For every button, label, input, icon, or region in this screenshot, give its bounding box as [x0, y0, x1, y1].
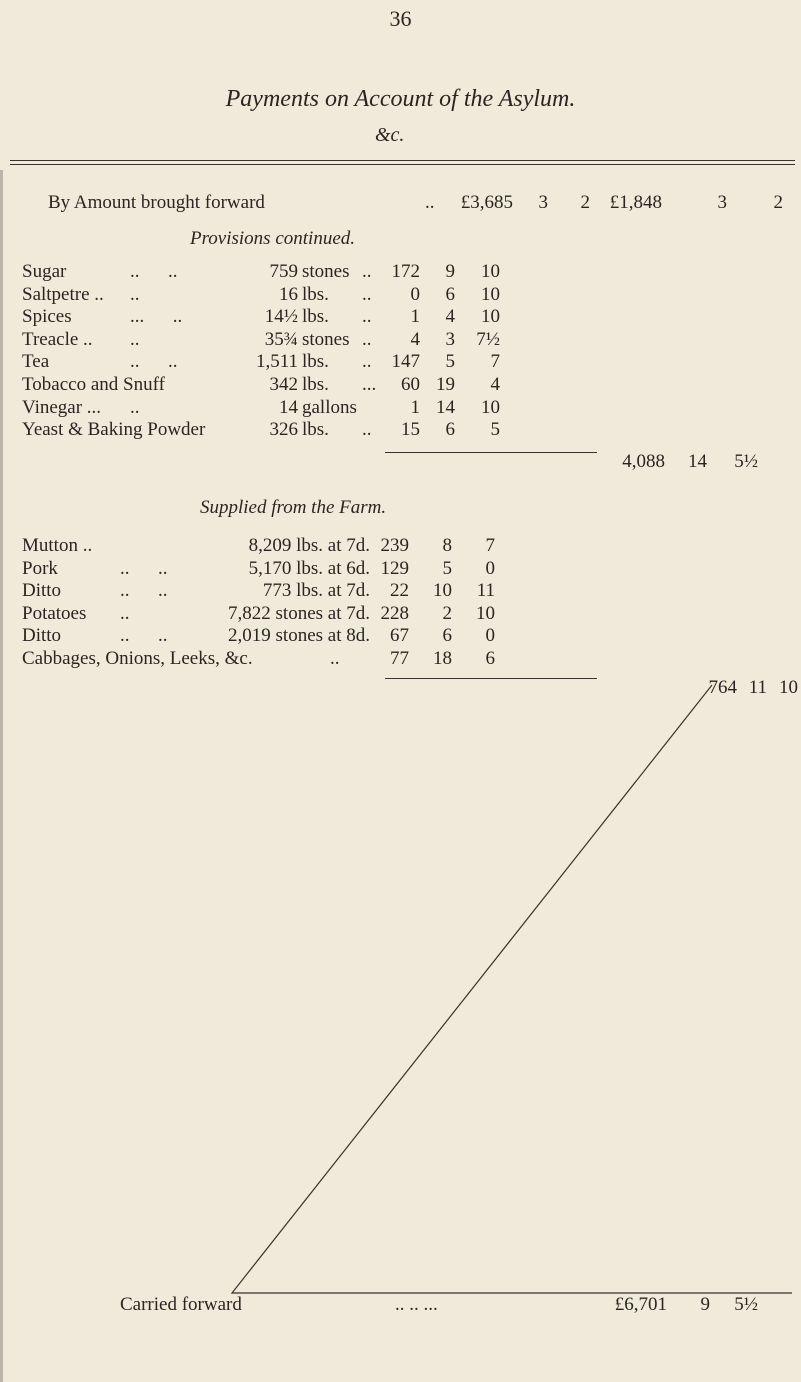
dots: .. ..	[130, 261, 178, 282]
shillings: 8	[442, 535, 452, 556]
dots: ..	[130, 328, 140, 350]
page-number: 36	[389, 6, 412, 31]
shillings: 6	[442, 625, 452, 647]
pence: 4	[490, 374, 500, 395]
pounds: 22	[390, 580, 409, 602]
farm-heading: Supplied from the Farm.	[200, 497, 387, 518]
item-name: Pork	[22, 557, 58, 579]
quantity: 35¾	[264, 328, 298, 350]
quantity: 14½	[264, 306, 298, 328]
dots: ..	[362, 419, 372, 441]
item-name: Yeast & Baking Powder	[22, 419, 206, 441]
farm-total-pence: 10	[779, 677, 798, 698]
dots: ...	[362, 374, 377, 395]
item-name: Mutton ..	[22, 535, 93, 556]
shillings: 5	[445, 351, 455, 373]
pounds: 172	[391, 261, 420, 282]
item-name: Vinegar ...	[22, 396, 102, 418]
pounds: 1	[410, 306, 420, 328]
cf-shillings: 9	[700, 1294, 710, 1315]
quantity: 342	[269, 374, 298, 395]
dots: ..	[362, 283, 372, 305]
provisions-total-pounds: 4,088	[622, 451, 665, 472]
bf-pounds-2: £1,848	[609, 192, 662, 213]
pence: 10	[481, 396, 500, 418]
item-name: Treacle ..	[22, 328, 93, 350]
dots: .. ..	[120, 580, 168, 602]
pence: 11	[476, 580, 495, 602]
pence: 7½	[476, 328, 500, 350]
dots: .. ..	[120, 557, 168, 579]
carried-forward-label: Carried forward	[120, 1294, 242, 1315]
bf-shillings: 3	[538, 192, 548, 213]
quantity: 8,209 lbs. at 7d.	[248, 535, 370, 556]
item-name: Ditto	[22, 580, 62, 602]
pounds: 67	[390, 625, 409, 647]
shillings: 19	[436, 374, 455, 395]
cf-pounds: £6,701	[614, 1294, 667, 1315]
quantity: 5,170 lbs. at 6d.	[248, 557, 370, 579]
shillings: 18	[433, 648, 452, 669]
dots: ..	[362, 261, 372, 282]
dots: ... ..	[130, 306, 183, 328]
pounds: 0	[410, 283, 420, 305]
pence: 6	[485, 648, 495, 669]
dots: .. .. ...	[395, 1294, 438, 1315]
pounds: 147	[391, 351, 420, 373]
unit: stones	[302, 261, 350, 282]
unit: lbs.	[302, 306, 329, 328]
dots: ..	[362, 351, 372, 373]
dots: ..	[362, 328, 372, 350]
dots: .. ..	[120, 625, 168, 647]
page-title: Payments on Account of the Asylum.	[225, 86, 576, 112]
pence: 10	[481, 306, 500, 328]
shillings: 14	[436, 396, 455, 418]
dots: ..	[130, 283, 140, 305]
item-name: Potatoes	[22, 602, 87, 624]
ornament: &c.	[375, 124, 405, 146]
pence: 0	[485, 625, 495, 647]
provisions-total-pence: 5½	[734, 451, 758, 472]
bf-pence: 2	[580, 192, 590, 213]
pounds: 1	[410, 396, 420, 418]
quantity: 759	[269, 261, 298, 282]
provisions-total-shillings: 14	[688, 451, 707, 472]
unit: lbs.	[302, 351, 329, 373]
dots: ..	[362, 306, 372, 328]
dots: .. ..	[130, 351, 178, 373]
quantity: 7,822 stones at 7d.	[228, 602, 370, 624]
shillings: 3	[445, 328, 455, 350]
dots: ..	[120, 602, 130, 624]
shillings: 10	[433, 580, 452, 602]
pounds: 4	[410, 328, 420, 350]
unit: gallons	[302, 396, 357, 418]
item-name: Sugar	[22, 261, 67, 282]
pence: 10	[481, 261, 500, 282]
shillings: 6	[445, 283, 455, 305]
unit: stones	[302, 328, 350, 350]
pence: 10	[476, 602, 495, 624]
unit: lbs.	[302, 419, 329, 441]
shillings: 4	[445, 306, 455, 328]
farm-total-pounds: 764	[708, 677, 737, 698]
provisions-heading: Provisions continued.	[190, 228, 355, 249]
item-name: Ditto	[22, 625, 62, 647]
pence: 5	[490, 419, 500, 441]
bf-shillings-2: 3	[717, 192, 727, 213]
pounds: 239	[380, 535, 409, 556]
quantity: 16	[279, 283, 298, 305]
pounds: 60	[401, 374, 420, 395]
shillings: 6	[445, 419, 455, 441]
item-name: Tea	[22, 351, 50, 373]
pounds: 15	[401, 419, 420, 441]
dots: ..	[330, 648, 340, 669]
pounds: 129	[380, 557, 409, 579]
bf-pence-2: 2	[773, 192, 783, 213]
unit: lbs.	[302, 374, 329, 395]
brought-forward-label: By Amount brought forward	[48, 192, 265, 213]
farm-total-shillings: 11	[748, 677, 767, 698]
shillings: 2	[442, 602, 452, 624]
quantity: 1,511	[255, 351, 298, 373]
pounds: 77	[390, 648, 409, 669]
shillings: 9	[445, 261, 455, 282]
pence: 7	[485, 535, 495, 556]
dots: ..	[130, 396, 140, 418]
item-name: Saltpetre ..	[22, 283, 104, 305]
item-name: Tobacco and Snuff	[22, 374, 165, 395]
pence: 0	[485, 557, 495, 579]
unit: lbs.	[302, 283, 329, 305]
quantity: 2,019 stones at 8d.	[228, 625, 370, 647]
bf-pounds: £3,685	[460, 192, 513, 213]
dots: ..	[425, 192, 435, 213]
quantity: 326	[269, 419, 298, 441]
cf-pence: 5½	[734, 1294, 758, 1315]
pounds: 228	[380, 602, 409, 624]
quantity: 14	[279, 396, 298, 418]
pence: 10	[481, 283, 500, 305]
pence: 7	[490, 351, 500, 373]
item-name: Spices	[22, 306, 72, 328]
item-name: Cabbages, Onions, Leeks, &c.	[22, 648, 253, 669]
shillings: 5	[442, 557, 452, 579]
quantity: 773 lbs. at 7d.	[262, 580, 370, 602]
